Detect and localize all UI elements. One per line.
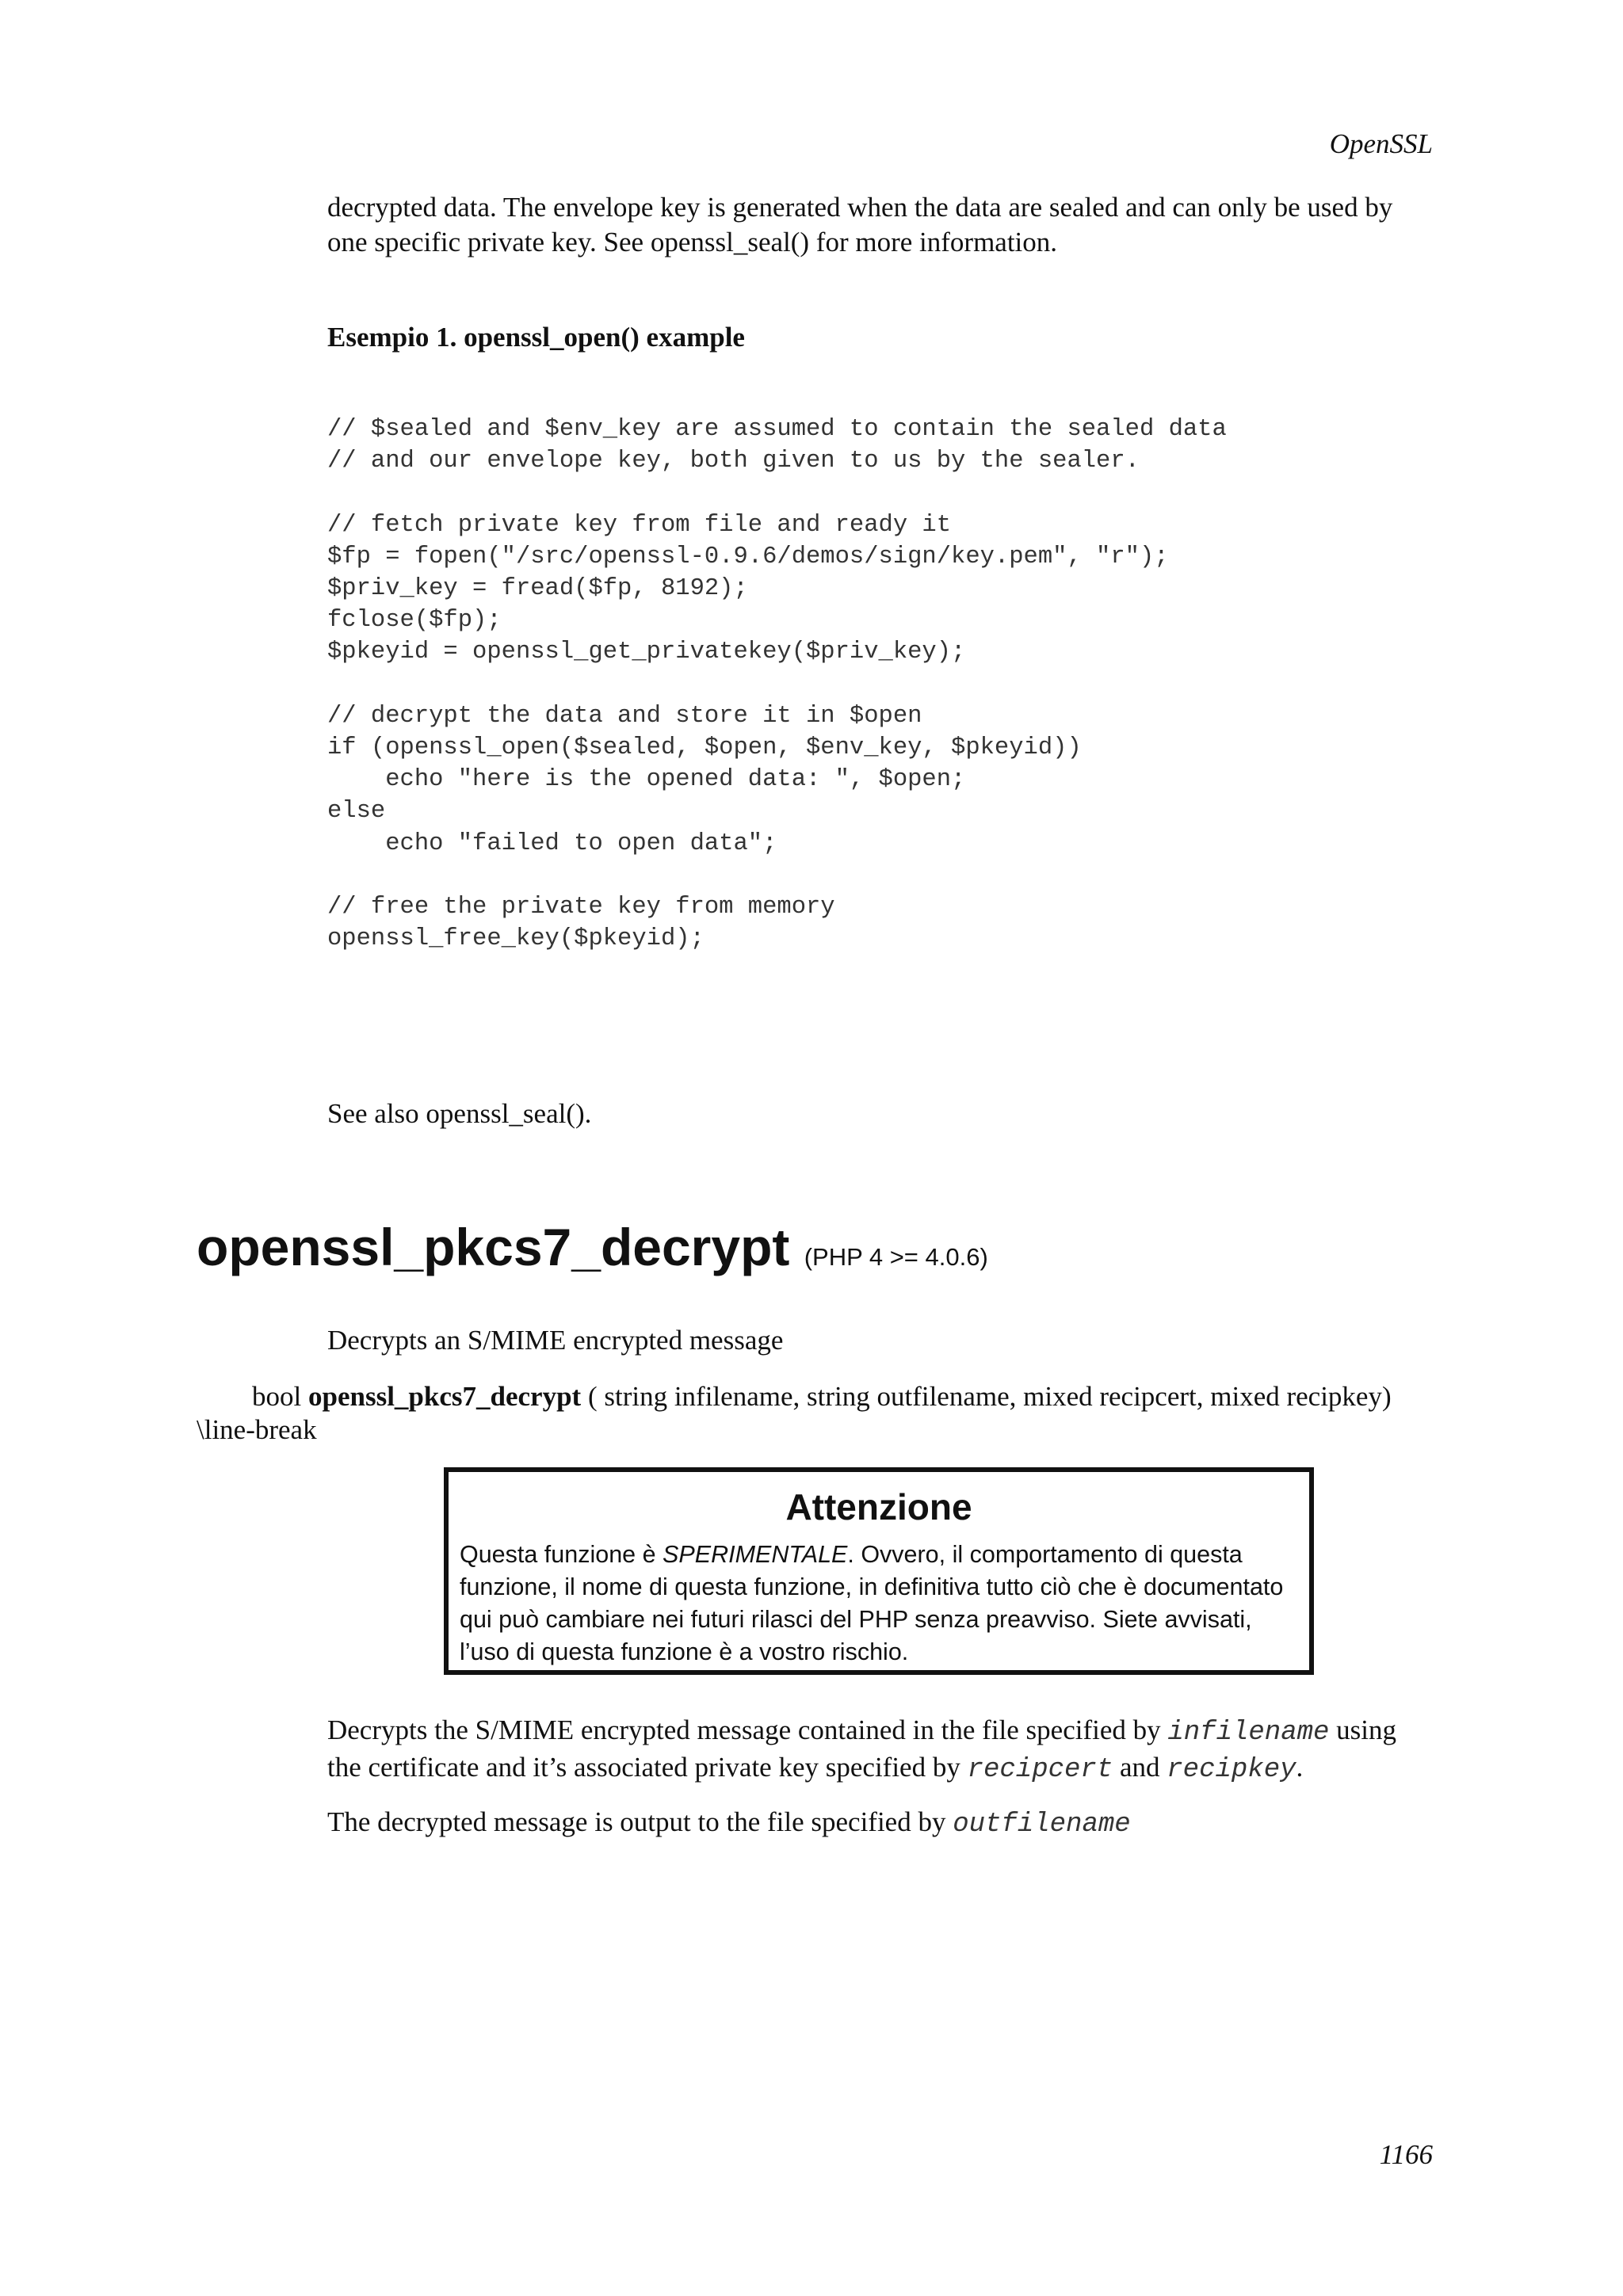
function-name: openssl_pkcs7_decrypt	[197, 1218, 790, 1276]
param-recipcert: recipcert	[967, 1755, 1113, 1785]
warning-title: Attenzione	[785, 1486, 972, 1527]
description-paragraph-2	[327, 1805, 1433, 1842]
param-recipkey: recipkey	[1167, 1755, 1296, 1785]
warning-text-after: . Ovvero, il comportamento di questa funzione, il nome di questa funzione, in definitiva tutto ciò che è documentato qui può cambiare nei futuri rilasci del PHP senza preavviso. Siete avvisati, l’uso di questa funzione è a vostro rischio.	[460, 1541, 1284, 1665]
page-number: 1166	[1379, 2139, 1433, 2170]
warning-emphasis: SPERIMENTALE	[663, 1541, 848, 1568]
function-synopsis	[197, 1380, 1433, 1447]
code-example: // $sealed and $env_key are assumed to contain the sealed data // and our envelope key, both given to us by the sealer. // fetch private key from file and ready it $fp = fopen("/src/openssl-0.9.6/demos/sign/key.pem", "r"); $priv_key = fread($fp, 8192); fclose($fp); $pkeyid = openssl_get_privatekey($priv_key); // decrypt the data and store it in $open if (openssl_open($sealed, $open, $env_key, $pkeyid)) echo "here is the opened data: ", $open; else echo "failed to open data"; // free the private key from memory openssl_free_key($pkeyid);	[327, 416, 1227, 953]
desc1-part2: using the certificate and it’s associated private key specified by	[327, 1714, 1397, 1783]
function-heading	[197, 1215, 988, 1289]
warning-box	[444, 1467, 1314, 1675]
warning-text	[460, 1539, 1298, 1669]
synopsis-params: ( string infilename, string outfilename, mixed recipcert, mixed recipkey) \line-break	[197, 1381, 1392, 1445]
intro-paragraph: decrypted data. The envelope key is generated when the data are sealed and can only be used by one specific private key. See openssl_seal() for more information.	[327, 192, 1393, 257]
function-purpose: Decrypts an S/MIME encrypted message	[327, 1325, 784, 1356]
description-paragraph-1	[327, 1713, 1433, 1787]
synopsis-return-type: bool	[252, 1381, 302, 1412]
param-outfilename: outfilename	[953, 1810, 1131, 1840]
running-header: OpenSSL	[1329, 128, 1433, 159]
function-version: (PHP 4 >= 4.0.6)	[804, 1243, 988, 1271]
desc1-part4: .	[1296, 1752, 1304, 1783]
warning-text-before: Questa funzione è	[460, 1541, 663, 1568]
param-infilename: infilename	[1167, 1718, 1330, 1748]
desc1-part1: Decrypts the S/MIME encrypted message contained in the file specified by	[327, 1714, 1168, 1745]
desc1-part3: and	[1113, 1752, 1167, 1783]
synopsis-function-name: openssl_pkcs7_decrypt	[307, 1381, 582, 1412]
see-also: See also openssl_seal().	[327, 1098, 592, 1129]
example-title: Esempio 1. openssl_open() example	[327, 322, 745, 353]
desc2-part1: The decrypted message is output to the file specified by	[327, 1806, 953, 1837]
